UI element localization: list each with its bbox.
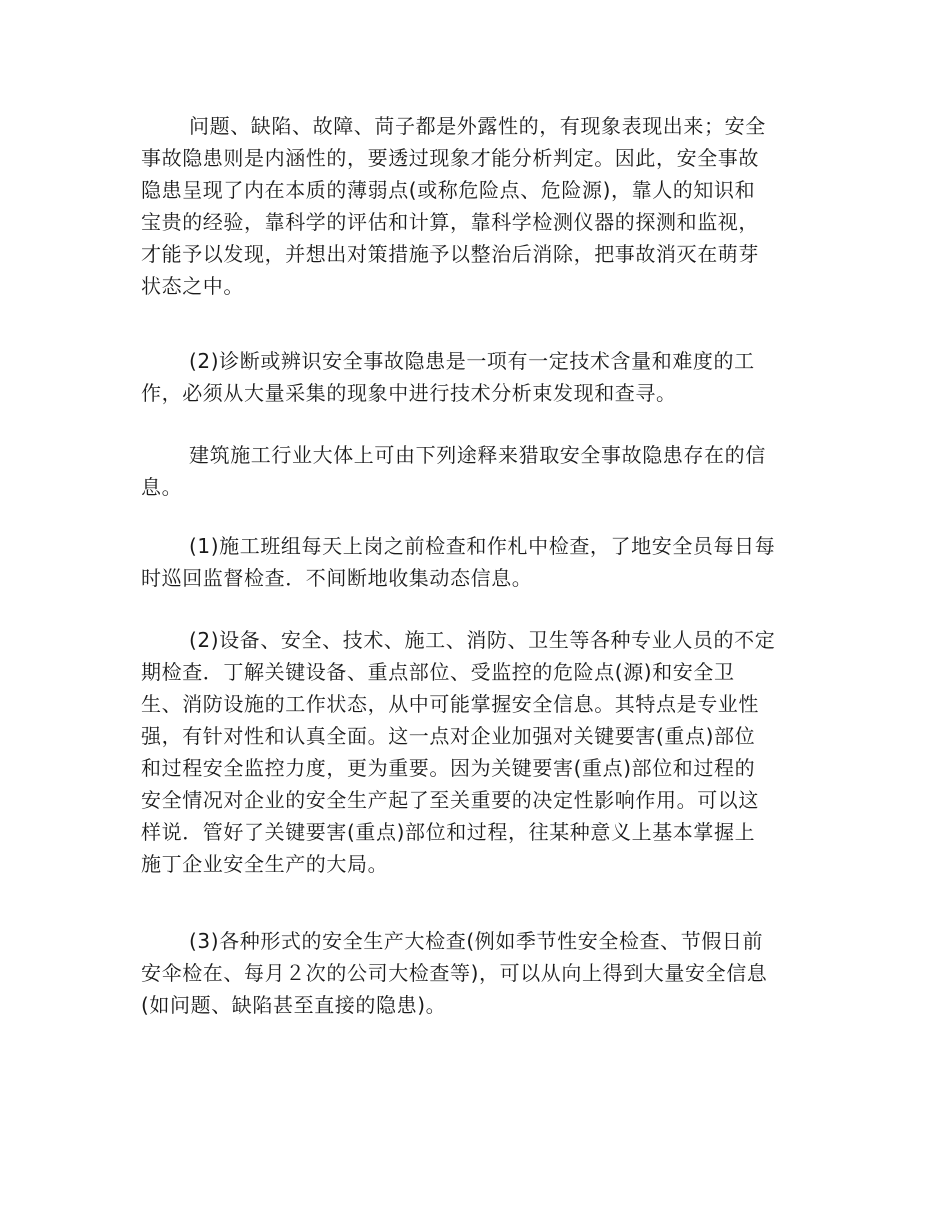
- paragraph-hazard-nature: [141, 110, 805, 302]
- text-line: 状态之中。: [141, 274, 244, 298]
- text-line: (2)设备、安全、技术、施工、消防、卫生等各种专业人员的不定: [189, 628, 776, 652]
- text-line: 事故隐患则是内涵性的，要透过现象才能分析判定。因此，安全事故: [141, 146, 759, 170]
- paragraph-item-3: [141, 925, 805, 1021]
- paragraph-info-sources-intro: [141, 439, 805, 503]
- text-line: 才能予以发现，并想出对策措施予以整治后消除，把事故消灭在萌芽: [141, 242, 759, 266]
- paragraph-item-1: [141, 530, 805, 594]
- text-line: 建筑施工行业大体上可由下列途释来猎取安全事故隐患存在的信: [189, 443, 766, 467]
- text-line: 样说．管好了关键要害(重点)部位和过程，往某种意义上基本掌握上: [141, 820, 756, 844]
- text-line: 问题、缺陷、故障、苘子都是外露性的，有现象表现出来；安全: [189, 114, 766, 138]
- text-line: 时巡回监督检查．不间断地收集动态信息。: [141, 566, 533, 590]
- text-line: 安伞检在、每月２次的公司大检查等)，可以从向上得到大量安全信息: [141, 961, 768, 985]
- text-line: (2)诊断或辨识安全事故隐患是一项有一定技术含量和难度的工: [189, 349, 755, 373]
- text-line: 宝贵的经验，靠科学的评估和计算，靠科学检测仪器的探测和监视，: [141, 210, 759, 234]
- text-line: 强，有针对性和认真全面。这一点对企业加强对关键要害(重点)部位: [141, 724, 756, 748]
- text-line: (如问题、缺陷甚至直接的隐患)。: [141, 993, 447, 1017]
- paragraph-diagnosis: [141, 345, 805, 409]
- text-line: 期检查．丁解关键设备、重点部位、受监控的危险点(源)和安全卫: [141, 660, 735, 684]
- text-line: (3)各种形式的安全生产大检查(例如季节性安全检查、节假日前: [189, 929, 764, 953]
- text-line: 施丁企业安全生产的大局。: [141, 852, 389, 876]
- text-line: 和过程安全监控力度，更为重要。因为关键要害(重点)部位和过程的: [141, 756, 756, 780]
- text-line: 安全情况对企业的安全生产起了至关重要的决定性影响作用。可以这: [141, 788, 759, 812]
- text-line: 息。: [141, 475, 183, 499]
- text-line: 生、消防设施的工作状态，从中可能掌握安全信息。其特点是专业性: [141, 692, 759, 716]
- text-line: 作，必须从大量采集的现象中进行技术分析束发现和查寻。: [141, 381, 677, 405]
- paragraph-item-2: [141, 624, 805, 880]
- text-line: 隐患呈现了内在本质的薄弱点(或称危险点、危险源)，靠人的知识和: [141, 178, 756, 202]
- text-line: (1)施工班组每天上岗之前检查和作札中检查，了地安全员每日每: [189, 534, 776, 558]
